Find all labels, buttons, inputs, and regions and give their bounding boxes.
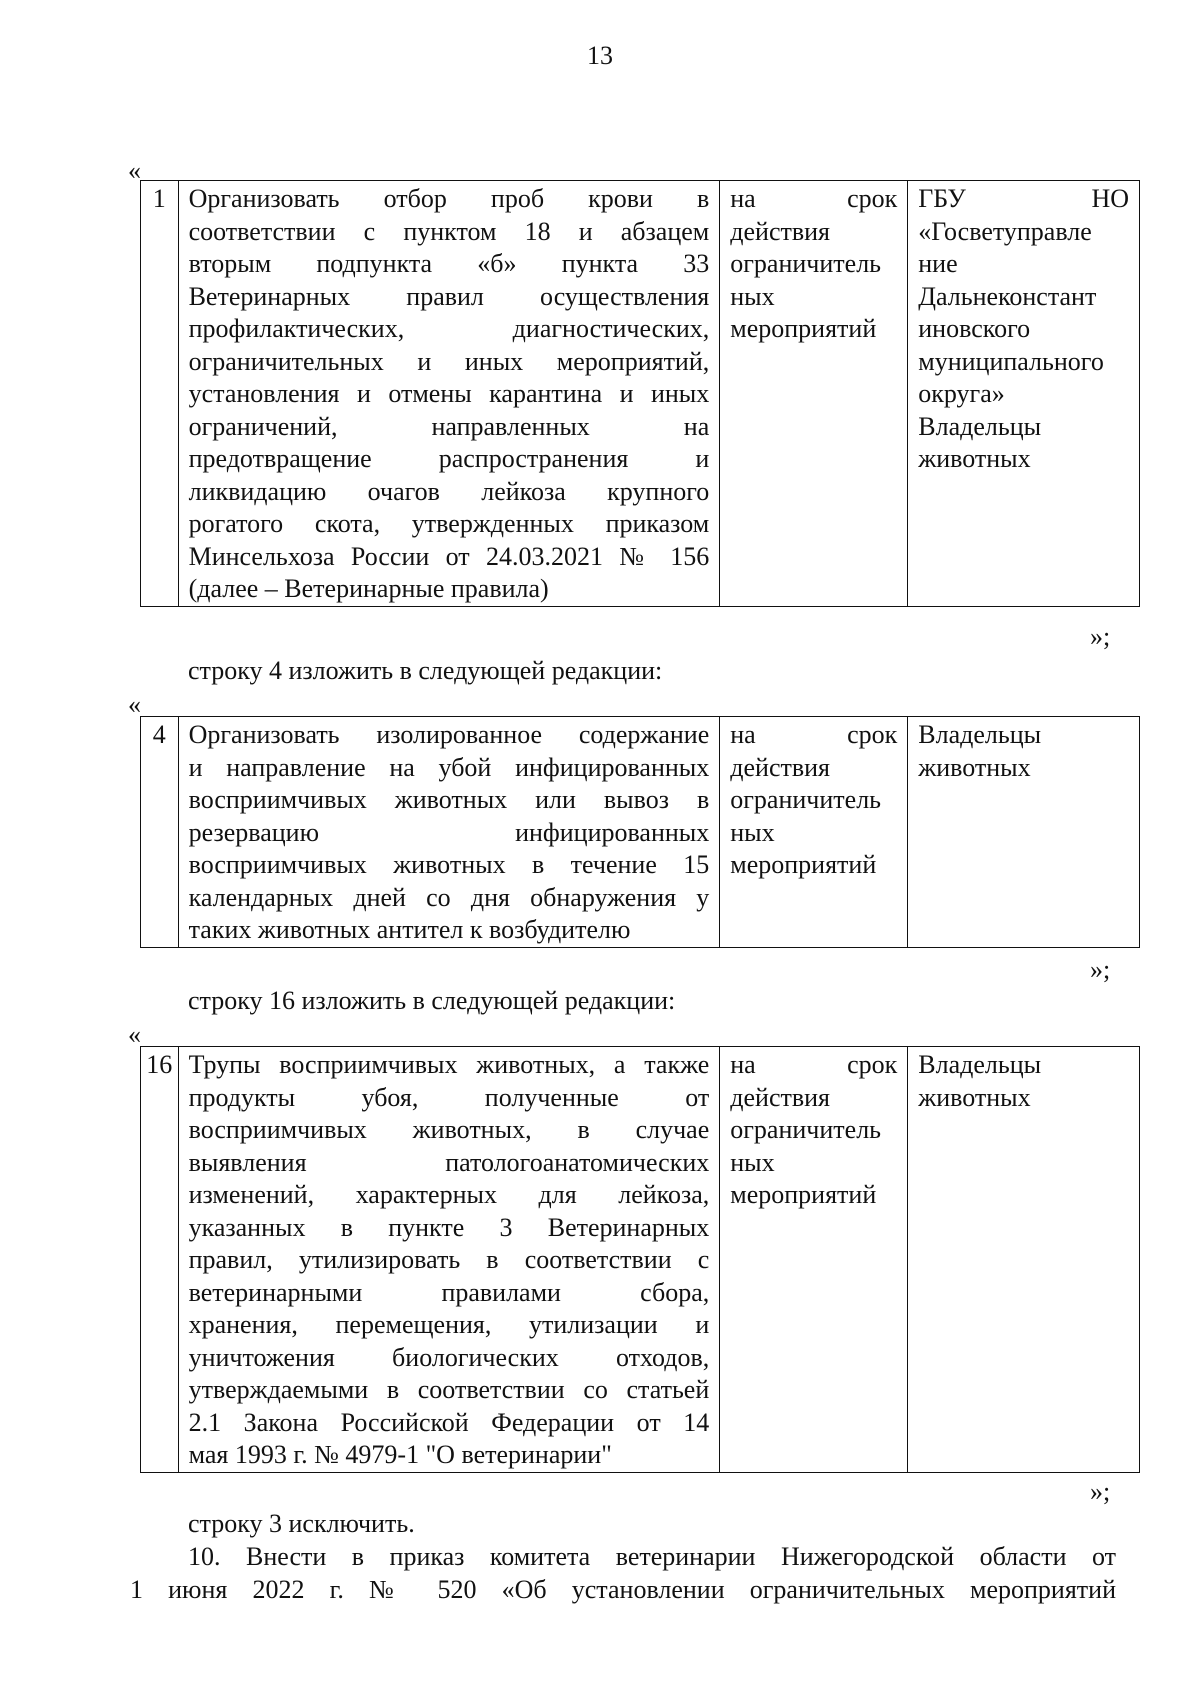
opening-quote: « bbox=[128, 690, 141, 719]
text-line: хранения, перемещения, утилизации и bbox=[188, 1310, 710, 1339]
amendment-table-row-16 bbox=[140, 1046, 1140, 1473]
row-number: 1 bbox=[141, 181, 179, 607]
text-line: ветеринарными правилами сбора, bbox=[188, 1277, 710, 1307]
term-cell bbox=[720, 1047, 908, 1473]
closing-quote: »; bbox=[1090, 622, 1111, 651]
instruction-line: строку 3 исключить. bbox=[188, 1509, 415, 1538]
text-line: выявления патологоанатомических bbox=[188, 1147, 710, 1177]
term-line: действия bbox=[730, 216, 830, 246]
responsible-line: животных bbox=[918, 1082, 1031, 1112]
opening-quote: « bbox=[128, 1020, 141, 1049]
paragraph-10-line-2: 1 июня 2022 г. № 520 «Об установлении ограничительных мероприятий bbox=[130, 1575, 1116, 1604]
text-line: указанных в пункте 3 Ветеринарных bbox=[188, 1212, 710, 1242]
text-line: восприимчивых животных в течение 15 bbox=[188, 850, 710, 879]
measure-text-cell bbox=[178, 181, 720, 607]
table-row bbox=[141, 717, 1140, 948]
term-line: на срок bbox=[730, 720, 898, 749]
term-line: мероприятий bbox=[730, 1180, 877, 1209]
term-line: ограничитель bbox=[730, 249, 882, 278]
text-line: ликвидацию очагов лейкоза крупного bbox=[188, 476, 710, 506]
instruction-line: строку 16 изложить в следующей редакции: bbox=[188, 986, 676, 1015]
term-line: ограничитель bbox=[730, 1115, 882, 1144]
amendment-table-row-1 bbox=[140, 180, 1140, 607]
term-line: ных bbox=[730, 281, 775, 311]
responsible-line: муниципального bbox=[918, 346, 1104, 376]
amendment-table-row-4 bbox=[140, 716, 1140, 948]
responsible-line: ние bbox=[918, 249, 958, 278]
text-line: Организовать отбор проб крови в bbox=[188, 184, 710, 213]
text-line: Ветеринарных правил осуществления bbox=[188, 281, 710, 311]
instruction-line: строку 4 изложить в следующей редакции: bbox=[188, 656, 663, 685]
responsible-line: Владельцы bbox=[918, 411, 1042, 441]
text-line: уничтожения биологических отходов, bbox=[188, 1342, 710, 1372]
text-line: таких животных антител к возбудителю bbox=[188, 915, 631, 944]
page-number: 13 bbox=[587, 41, 613, 70]
text-line: продукты убоя, полученные от bbox=[188, 1082, 710, 1112]
responsible-line: округа» bbox=[918, 379, 1005, 408]
term-line: ных bbox=[730, 817, 775, 847]
table-row bbox=[141, 1047, 1140, 1473]
text-line: Организовать изолированное содержание bbox=[188, 720, 710, 749]
term-line: на срок bbox=[730, 184, 898, 213]
table-row bbox=[141, 181, 1140, 607]
responsible-line: Дальнеконстант bbox=[918, 281, 1097, 311]
term-cell bbox=[720, 717, 908, 948]
text-line: изменений, характерных для лейкоза, bbox=[188, 1180, 710, 1209]
text-line: профилактических, диагностических, bbox=[188, 314, 710, 343]
responsible-line: ГБУ НО bbox=[918, 184, 1129, 213]
term-cell bbox=[720, 181, 908, 607]
term-line: действия bbox=[730, 1082, 830, 1112]
paragraph-10-line-1: 10. Внести в приказ комитета ветеринарии Нижегородской области от bbox=[188, 1542, 1116, 1571]
responsible-line: иновского bbox=[918, 314, 1031, 343]
text-line: утверждаемыми в соответствии со статьей bbox=[188, 1375, 710, 1404]
row-number: 4 bbox=[141, 717, 179, 948]
responsible-line: Владельцы bbox=[918, 1050, 1042, 1079]
text-line: календарных дней со дня обнаружения у bbox=[188, 882, 710, 912]
text-line: мая 1993 г. № 4979-1 "О ветеринарии" bbox=[188, 1440, 612, 1469]
responsible-cell bbox=[908, 181, 1140, 607]
text-line: соответствии с пунктом 18 и абзацем bbox=[188, 216, 710, 246]
text-line: ограничений, направленных на bbox=[188, 411, 710, 441]
term-line: ограничитель bbox=[730, 785, 882, 814]
opening-quote: « bbox=[128, 156, 141, 185]
term-line: ных bbox=[730, 1147, 775, 1177]
text-line: Минсельхоза России от 24.03.2021 № 156 bbox=[188, 541, 710, 571]
measure-text-cell bbox=[178, 1047, 720, 1473]
row-number: 16 bbox=[141, 1047, 179, 1473]
text-line: резервацию инфицированных bbox=[188, 817, 710, 847]
responsible-line: животных bbox=[918, 752, 1031, 782]
text-line: установления и отмены карантина и иных bbox=[188, 379, 710, 408]
closing-quote: »; bbox=[1090, 1477, 1111, 1506]
text-line: и направление на убой инфицированных bbox=[188, 752, 710, 782]
text-line: правил, утилизировать в соответствии с bbox=[188, 1245, 710, 1274]
responsible-cell bbox=[908, 1047, 1140, 1473]
text-line: ограничительных и иных мероприятий, bbox=[188, 346, 710, 376]
text-line: предотвращение распространения и bbox=[188, 444, 710, 473]
text-line: восприимчивых животных или вывоз в bbox=[188, 785, 710, 814]
text-line: рогатого скота, утвержденных приказом bbox=[188, 509, 710, 538]
text-line: 2.1 Закона Российской Федерации от 14 bbox=[188, 1407, 710, 1437]
closing-quote: »; bbox=[1090, 955, 1111, 984]
text-line: Трупы восприимчивых животных, а также bbox=[188, 1050, 710, 1079]
responsible-line: «Госветуправле bbox=[918, 216, 1092, 246]
text-line: восприимчивых животных, в случае bbox=[188, 1115, 710, 1144]
measure-text-cell bbox=[178, 717, 720, 948]
term-line: мероприятий bbox=[730, 850, 877, 879]
term-line: мероприятий bbox=[730, 314, 877, 343]
term-line: на срок bbox=[730, 1050, 898, 1079]
responsible-line: Владельцы bbox=[918, 720, 1042, 749]
term-line: действия bbox=[730, 752, 830, 782]
text-line: вторым подпункта «б» пункта 33 bbox=[188, 249, 710, 278]
text-line: (далее – Ветеринарные правила) bbox=[188, 574, 549, 603]
responsible-line: животных bbox=[918, 444, 1031, 473]
responsible-cell bbox=[908, 717, 1140, 948]
